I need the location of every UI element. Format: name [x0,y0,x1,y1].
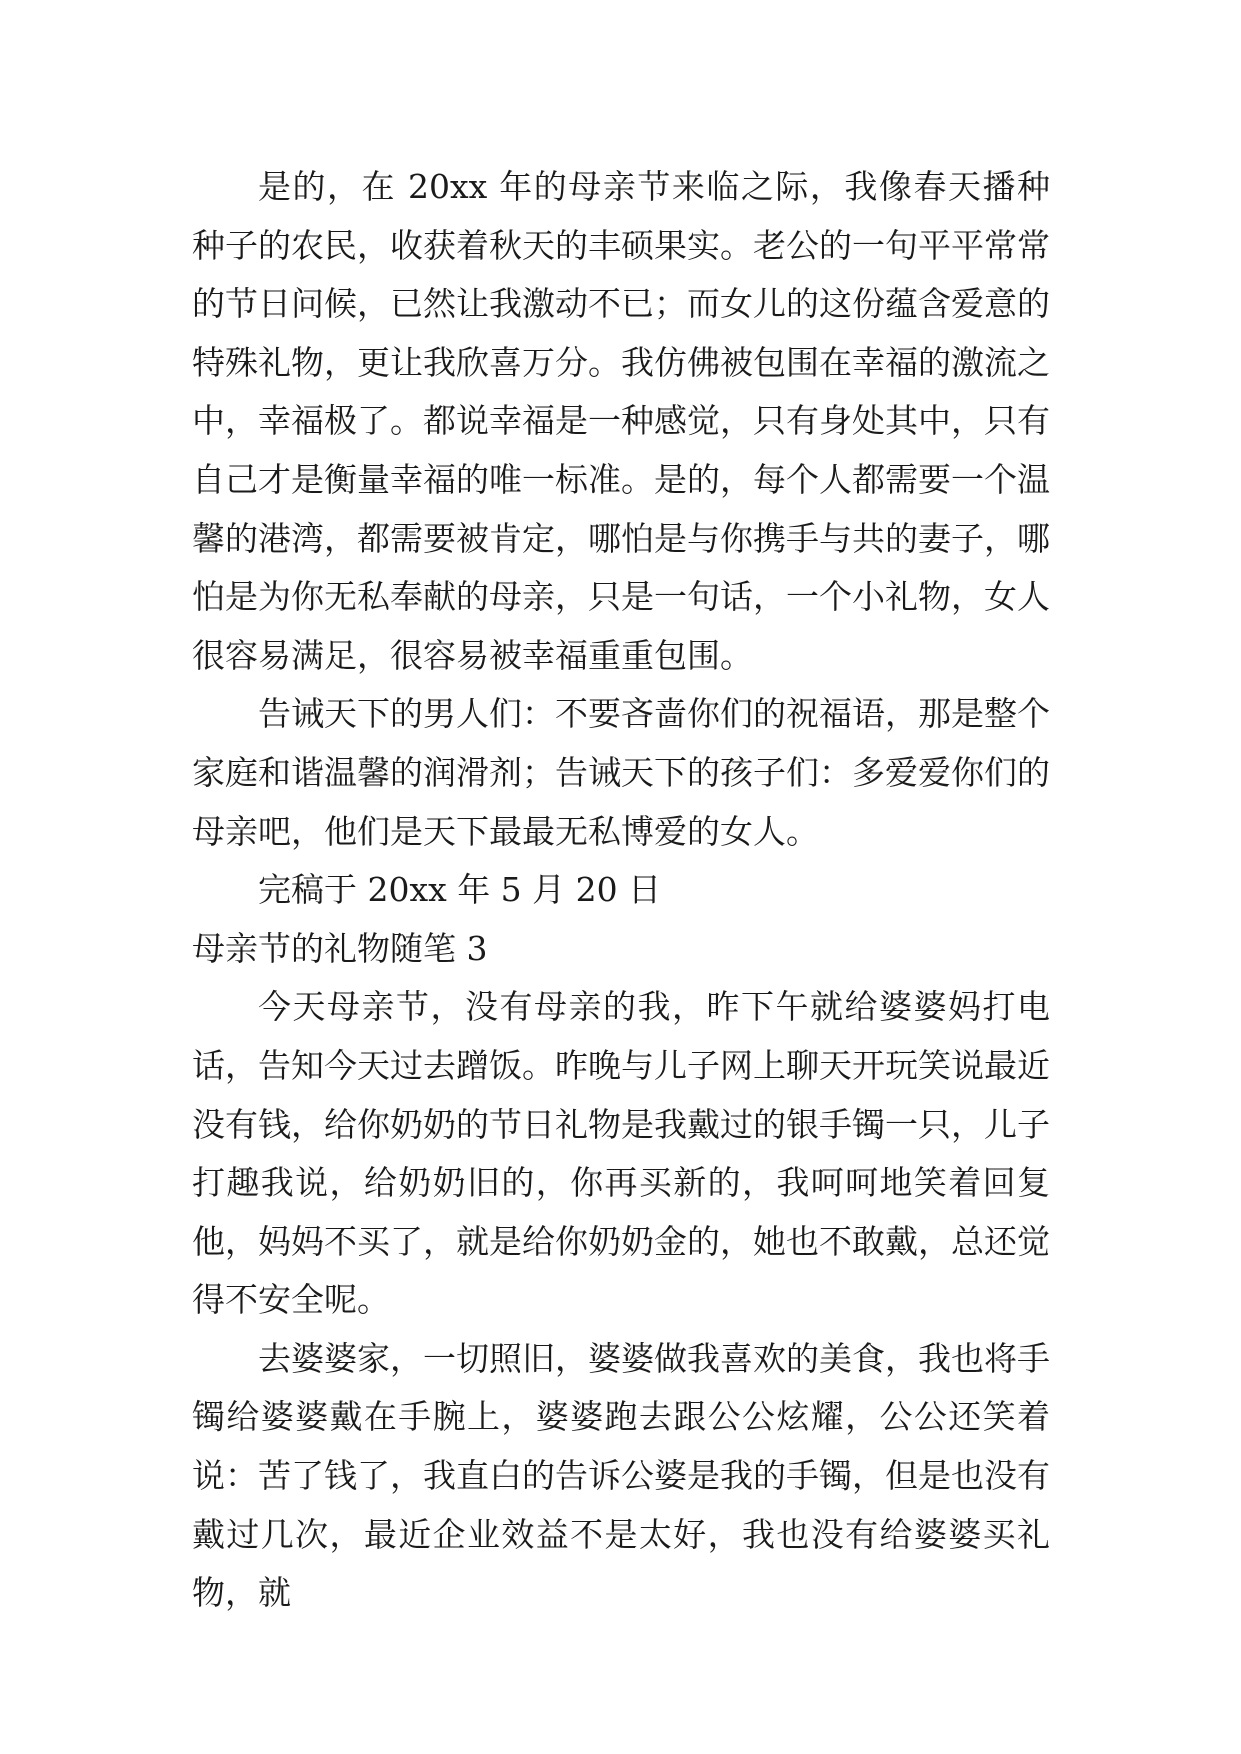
paragraph-mothers-day: 今天母亲节，没有母亲的我，昨下午就给婆婆妈打电话，告知今天过去蹭饭。昨晚与儿子网上聊天开玩笑说最近没有钱，给你奶奶的节日礼物是我戴过的银手镯一只，儿子打趣我说，给奶奶旧的，你再买新的，我呵呵地笑着回复他，妈妈不买了，就是给你奶奶金的，她也不敢戴，总还觉得不安全呢。 [192,987,1050,1320]
paragraph-advice: 告诫天下的男人们：不要吝啬你们的祝福语，那是整个家庭和谐温馨的润滑剂；告诫天下的孩子们：多爱爱你们的母亲吧，他们是天下最最无私博爱的女人。 [192,694,1050,851]
section-title: 母亲节的礼物随笔 3 [192,928,488,968]
document-body [192,158,1050,1623]
completion-date: 完稿于 20xx 年 5 月 20 日 [258,870,662,910]
paragraph-happiness: 是的，在 20xx 年的母亲节来临之际，我像春天播种种子的农民，收获着秋天的丰硕果实。老公的一句平平常常的节日问候，已然让我激动不已；而女儿的这份蕴含爱意的特殊礼物，更让我欣喜万分。我仿佛被包围在幸福的激流之中，幸福极了。都说幸福是一种感觉，只有身处其中，只有自己才是衡量幸福的唯一标准。是的，每个人都需要一个温馨的港湾，都需要被肯定，哪怕是与你携手与共的妻子，哪怕是为你无私奉献的母亲，只是一句话，一个小礼物，女人很容易满足，很容易被幸福重重包围。 [192,167,1050,675]
paragraph-visit: 去婆婆家，一切照旧，婆婆做我喜欢的美食，我也将手镯给婆婆戴在手腕上，婆婆跑去跟公公炫耀，公公还笑着说：苦了钱了，我直白的告诉公婆是我的手镯，但是也没有戴过几次，最近企业效益不是太好，我也没有给婆婆买礼物，就 [192,1338,1050,1613]
